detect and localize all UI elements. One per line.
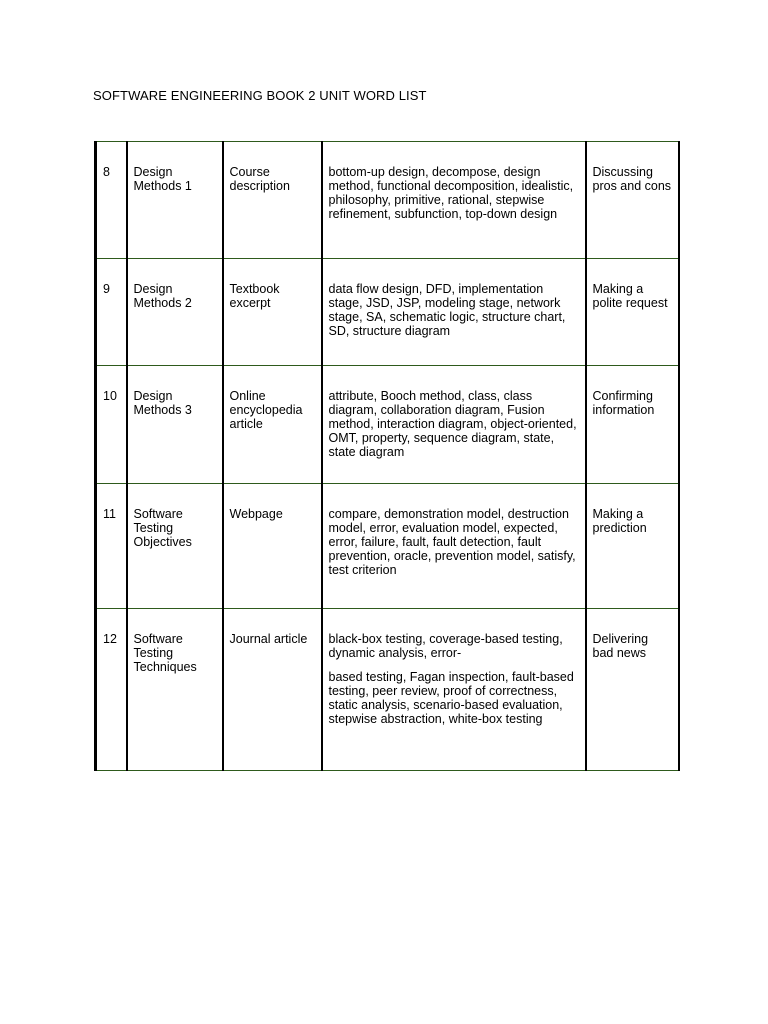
unit-number-cell (96, 484, 127, 609)
text-type: Webpage (229, 507, 283, 521)
text-type-cell (223, 142, 322, 259)
table-row (96, 484, 679, 609)
language-function: Making a prediction (592, 507, 647, 535)
text-type-cell (223, 484, 322, 609)
topic-cell (127, 366, 223, 484)
vocabulary-list: bottom-up design, decompose, design method, functional decomposition, idealistic, philosophy, primitive, rational, stepwise refinement, subfunction, top-down design (328, 165, 574, 221)
function-cell (586, 366, 679, 484)
text-type-cell (223, 366, 322, 484)
vocabulary-cell (322, 366, 586, 484)
vocabulary-list: compare, demonstration model, destruction model, error, evaluation model, expected, error, failure, fault, fault detection, fault prevention, oracle, prevention model, satisfy, test criterion (328, 507, 576, 577)
vocabulary-cell (322, 609, 586, 771)
unit-number-cell (96, 609, 127, 771)
text-type-cell (223, 609, 322, 771)
language-function: Delivering bad news (592, 632, 649, 660)
language-function: Confirming information (592, 389, 655, 417)
vocabulary-list: black-box testing, coverage-based testing, dynamic analysis, error- (328, 632, 563, 660)
topic-cell (127, 142, 223, 259)
function-cell (586, 484, 679, 609)
vocabulary-cell (322, 484, 586, 609)
unit-topic: Software Testing Objectives (133, 507, 192, 549)
unit-number-cell (96, 366, 127, 484)
function-cell (586, 609, 679, 771)
language-function: Discussing pros and cons (592, 165, 672, 193)
table-row (96, 366, 679, 484)
text-type: Online encyclopedia article (229, 389, 303, 431)
unit-number-cell (96, 259, 127, 366)
topic-cell (127, 259, 223, 366)
word-list-table (94, 141, 680, 771)
vocabulary-list: attribute, Booch method, class, class diagram, collaboration diagram, Fusion method, interaction diagram, object-oriented, OMT, property, sequence diagram, state, state diagram (328, 389, 577, 459)
unit-number: 10 (103, 389, 117, 403)
page-title: SOFTWARE ENGINEERING BOOK 2 UNIT WORD LIST (93, 88, 427, 103)
table-row (96, 142, 679, 259)
function-cell (586, 259, 679, 366)
unit-number: 11 (103, 507, 116, 521)
unit-number: 9 (103, 282, 110, 296)
topic-cell (127, 484, 223, 609)
text-type-cell (223, 259, 322, 366)
vocabulary-cell (322, 142, 586, 259)
text-type: Textbook excerpt (229, 282, 280, 310)
vocabulary-cell (322, 259, 586, 366)
unit-number-cell (96, 142, 127, 259)
unit-topic: Design Methods 2 (133, 282, 192, 310)
unit-number: 8 (103, 165, 110, 179)
unit-topic: Software Testing Techniques (133, 632, 197, 674)
function-cell (586, 142, 679, 259)
topic-cell (127, 609, 223, 771)
vocabulary-list: data flow design, DFD, implementation stage, JSD, JSP, modeling stage, network stage, SA, schematic logic, structure chart, SD, structure diagram (328, 282, 566, 338)
table-row (96, 259, 679, 366)
vocabulary-list-continued: based testing, Fagan inspection, fault-based testing, peer review, proof of correctness, static analysis, scenario-based evaluation, stepwise abstraction, white-box testing (328, 670, 574, 726)
language-function: Making a polite request (592, 282, 668, 310)
text-type: Course description (229, 165, 290, 193)
unit-number: 12 (103, 632, 117, 646)
text-type: Journal article (229, 632, 308, 646)
table-row (96, 609, 679, 771)
unit-topic: Design Methods 1 (133, 165, 192, 193)
unit-topic: Design Methods 3 (133, 389, 192, 417)
